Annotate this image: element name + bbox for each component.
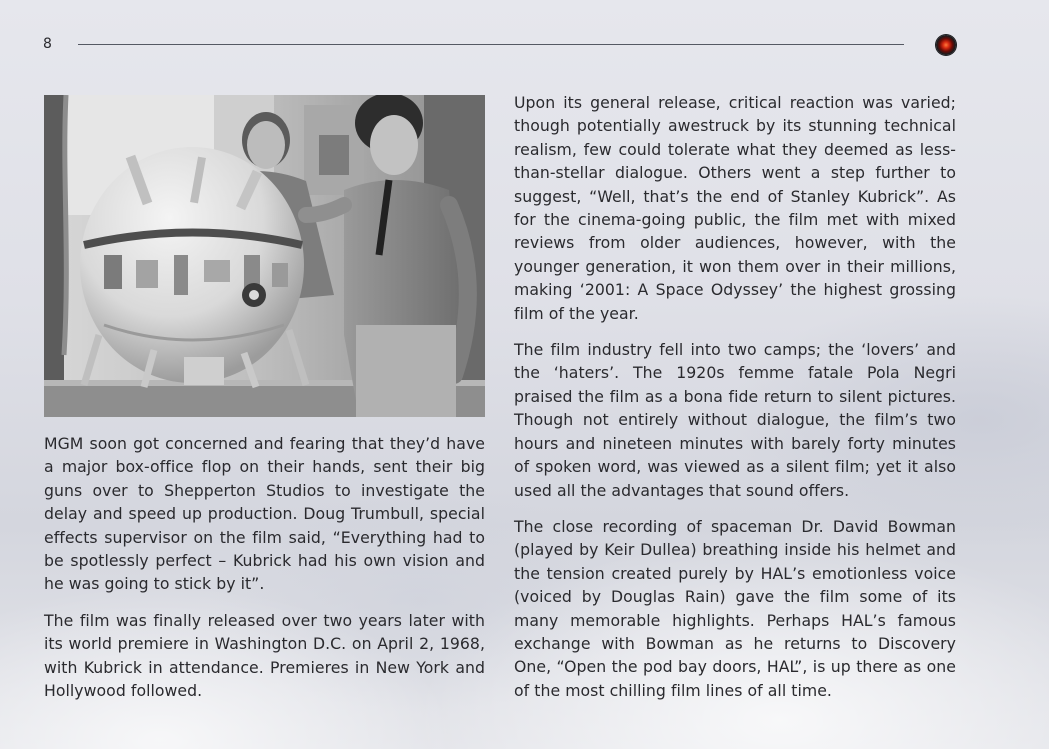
paragraph: MGM soon got concerned and fearing that they’d have a major box-office flop on their hands, sent their big guns over to Shepperton Studios to investigate the delay and speed up production. Doug Trumbull, special effects supervisor on the film said, “Everything had to be spotlessly perfect – Kubrick had his own vision and he was going to stick by it”. — [44, 434, 485, 594]
right-text-column — [514, 91, 956, 702]
left-text-column — [44, 432, 485, 702]
behind-the-scenes-photo — [44, 95, 485, 417]
paragraph: The close recording of spaceman Dr. David Bowman (played by Keir Dullea) breathing inside his helmet and the tension created purely by HAL’s emotionless voice (voiced by Douglas Rain) gave the film some of its many memorable highlights. Perhaps HAL’s famous exchange with Bowman as he returns to Discovery One, “Open the pod bay doors, HAL”, is up there as one of the most chilling film lines of all time. — [514, 516, 956, 700]
paragraph: Upon its general release, critical reaction was varied; though potentially awestruck by its stunning technical realism, few could tolerate what they deemed as less-than-stellar dialogue. Others went a step further to suggest, “Well, that’s the end of Stanley Kubrick”. As for the cinema-going public, the film met with mixed reviews from older audiences, however, with the younger generation, it won them over in their millions, making ‘2001: A Space Odyssey’ the highest grossing film of the year. — [514, 93, 956, 323]
paragraph: The film industry fell into two camps; the ‘lovers’ and the ‘haters’. The 1920s femme fatale Pola Negri praised the film as a bona fide return to silent pictures. Though not entirely without dialogue, the film’s two hours and nineteen minutes with barely forty minutes of spoken word, was viewed as a silent film; yet it also used all the advantages that sound offers. — [514, 340, 956, 500]
page-number: 8 — [43, 36, 52, 52]
hal-eye-icon — [936, 35, 956, 55]
paragraph: The film was finally released over two years later with its world premiere in Washington D.C. on April 2, 1968, with Kubrick in attendance. Premieres in New York and Hollywood followed. — [44, 610, 485, 701]
header-rule — [78, 44, 904, 45]
photo-illustration — [44, 95, 485, 417]
